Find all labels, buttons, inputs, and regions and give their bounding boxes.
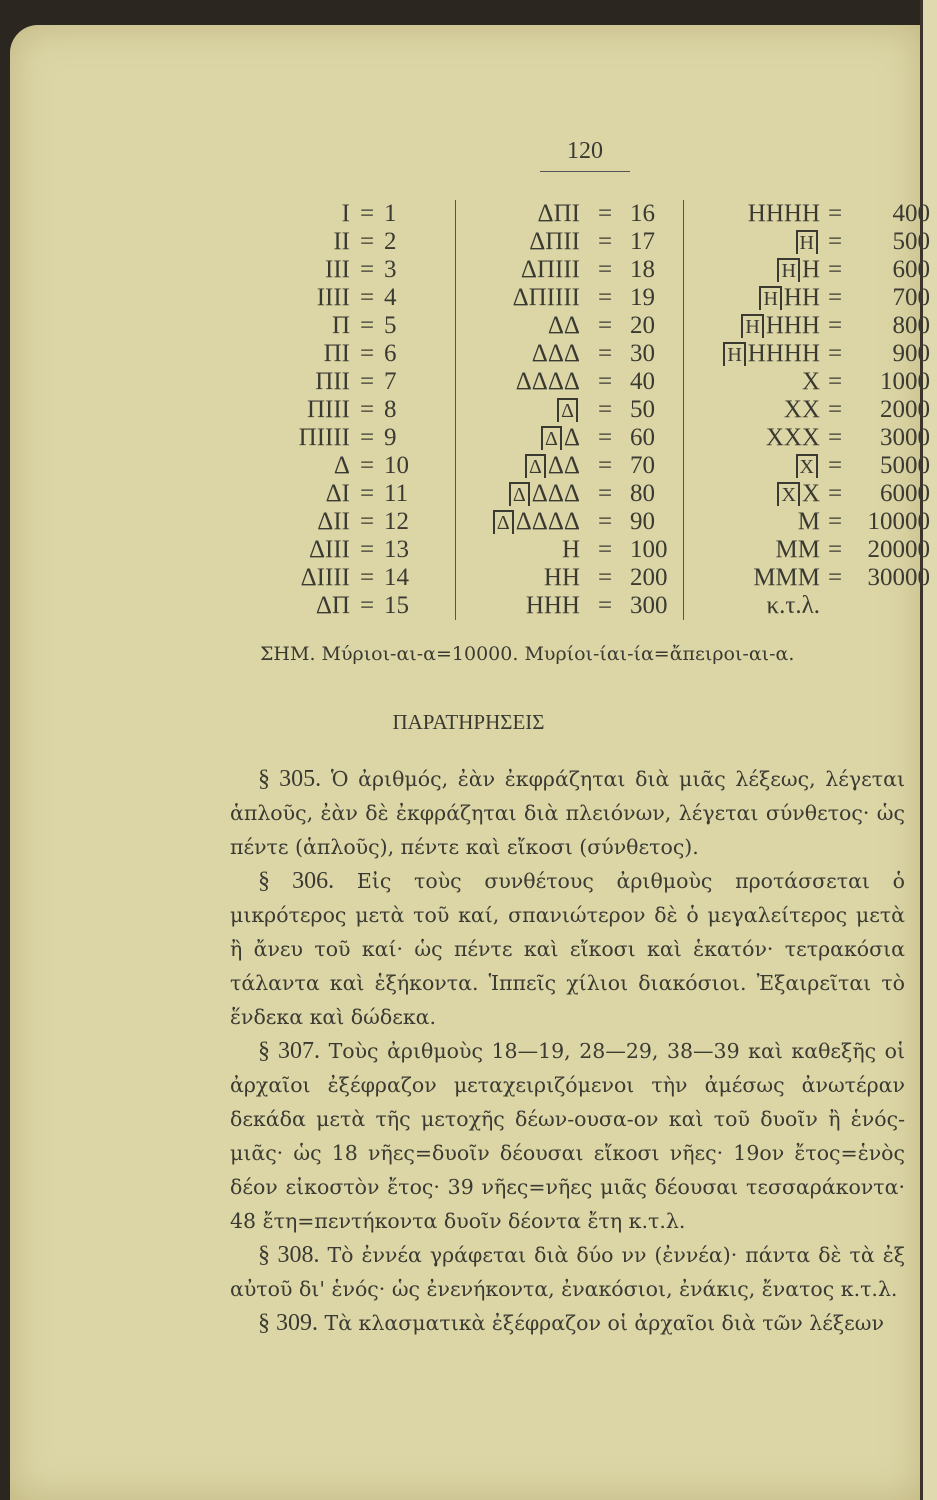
numeral-row [465, 508, 690, 536]
numeral-value: 800 [892, 312, 930, 339]
numeral-symbol [240, 340, 350, 368]
numeral-row [690, 284, 930, 312]
numeral-row [690, 312, 930, 340]
numeral-value: 900 [892, 340, 930, 367]
numeral-value: 30000 [867, 564, 930, 591]
numeral-symbol [240, 228, 350, 256]
numeral-row [465, 284, 690, 312]
numeral-column-2 [465, 200, 690, 620]
numeral-value: 3 [384, 256, 397, 283]
equals-sign: = [597, 536, 613, 563]
equals-sign: = [827, 480, 843, 507]
equals-sign: = [359, 256, 375, 283]
numeral-symbol [240, 480, 350, 508]
symbol-text: ΠΙΙΙ [306, 396, 350, 423]
symbol-text: Η [561, 536, 580, 563]
symbol-text: ΧΧΧ [765, 424, 820, 451]
equals-sign: = [827, 256, 843, 283]
pentad-symbol: Η [777, 258, 799, 282]
numeral-row [690, 200, 930, 228]
symbol-text: Χ [801, 368, 820, 395]
pentad-symbol: Δ [525, 454, 546, 478]
equals-sign: = [359, 536, 375, 563]
equals-sign: = [597, 396, 613, 423]
equals-sign: = [359, 480, 375, 507]
numeral-symbol [240, 424, 350, 452]
numeral-value: 2 [384, 228, 397, 255]
symbol-text: ΔΔΔ [531, 480, 580, 507]
numeral-symbol [690, 396, 820, 424]
equals-sign: = [359, 508, 375, 535]
symbol-text: ΜΜΜ [753, 564, 820, 591]
numeral-row [690, 564, 930, 592]
numeral-symbol [240, 396, 350, 424]
numeral-row [690, 452, 930, 480]
equals-sign: = [359, 592, 375, 619]
pentad-symbol: Η [796, 230, 818, 254]
numeral-value: 6000 [880, 480, 930, 507]
numeral-symbol [690, 284, 820, 312]
numeral-value: 2000 [880, 396, 930, 423]
numeral-value: 20 [630, 312, 655, 339]
numeral-row [240, 312, 434, 340]
equals-sign: = [597, 508, 613, 535]
symbol-text: Π [331, 312, 350, 339]
symbol-text: ΔΠΙ [537, 200, 580, 227]
numeral-row [465, 312, 690, 340]
pentad-symbol: Δ [557, 398, 578, 422]
numeral-row [690, 368, 930, 396]
numeral-symbol [240, 256, 350, 284]
numeral-value: 19 [630, 284, 655, 311]
numeral-symbol [240, 508, 350, 536]
numeral-symbol [465, 480, 580, 508]
numeral-row [465, 424, 690, 452]
numeral-value: 20000 [867, 536, 930, 563]
equals-sign: = [827, 284, 843, 311]
paragraph-308: § 308. Τὸ ἐννέα γράφεται διὰ δύο νν (ἐννέα)· πάντα δὲ τὰ ἐξ αὐτοῦ δι' ἑνός· ὡς ἐνενήκοντα, ἐνακόσιοι, ἐνάκις, ἔνατος κ.τ.λ. [230, 1242, 906, 1301]
page-number: 120 [540, 138, 630, 172]
numeral-symbol [690, 452, 820, 480]
numeral-value: 4 [384, 284, 397, 311]
equals-sign: = [359, 200, 375, 227]
numeral-row [690, 396, 930, 424]
numeral-value: 17 [630, 228, 655, 255]
numeral-symbol [465, 284, 580, 312]
symbol-text: ΔΔΔΔ [515, 508, 580, 535]
equals-sign: = [359, 424, 375, 451]
numeral-row [240, 592, 434, 620]
numeral-symbol [690, 256, 820, 284]
numeral-symbol [240, 284, 350, 312]
equals-sign: = [827, 368, 843, 395]
numeral-row [690, 424, 930, 452]
equals-sign: = [827, 452, 843, 479]
numeral-symbol [465, 340, 580, 368]
symbol-text: ΔΙΙΙ [308, 536, 350, 563]
pentad-symbol: Η [759, 286, 781, 310]
numeral-row [465, 396, 690, 424]
equals-sign: = [359, 284, 375, 311]
equals-sign: = [597, 256, 613, 283]
numeral-value: 9 [384, 424, 397, 451]
numeral-row [240, 200, 434, 228]
numeral-symbol [465, 256, 580, 284]
equals-sign: = [359, 340, 375, 367]
symbol-text: ΧΧ [783, 396, 820, 423]
numeral-symbol [465, 368, 580, 396]
numeral-row [465, 592, 690, 620]
numeral-value: 200 [630, 564, 668, 591]
numeral-value: 14 [384, 564, 409, 591]
symbol-text: ΔΔΔΔ [515, 368, 580, 395]
numeral-value: 7 [384, 368, 397, 395]
numeral-row [240, 424, 434, 452]
equals-sign: = [597, 228, 613, 255]
equals-sign: = [359, 368, 375, 395]
numeral-row [465, 452, 690, 480]
numeral-row [240, 368, 434, 396]
numeral-value: 6 [384, 340, 397, 367]
numeral-value: 12 [384, 508, 409, 535]
numeral-symbol [690, 424, 820, 452]
symbol-text: ΔΙΙΙΙ [300, 564, 350, 591]
numeral-symbol [240, 368, 350, 396]
equals-sign: = [597, 368, 613, 395]
symbol-text: Μ [797, 508, 820, 535]
numeral-row [465, 200, 690, 228]
equals-sign: = [827, 508, 843, 535]
numeral-value: 15 [384, 592, 409, 619]
equals-sign: = [827, 564, 843, 591]
symbol-text: ΔΔ [547, 452, 580, 479]
numeral-symbol [690, 200, 820, 228]
equals-sign: = [597, 452, 613, 479]
numeral-row [465, 564, 690, 592]
numeral-symbol [240, 452, 350, 480]
equals-sign: = [597, 480, 613, 507]
equals-sign: = [359, 228, 375, 255]
equals-sign: = [359, 452, 375, 479]
numeral-value: 600 [892, 256, 930, 283]
numeral-symbol [690, 228, 820, 256]
numeral-row [465, 340, 690, 368]
equals-sign: = [827, 396, 843, 423]
equals-sign: = [827, 536, 843, 563]
equals-sign: = [597, 424, 613, 451]
numeral-row [690, 340, 930, 368]
pentad-symbol: Χ [796, 454, 818, 478]
equals-sign: = [827, 200, 843, 227]
numeral-column-3 [690, 200, 930, 620]
numeral-symbol [240, 536, 350, 564]
paragraph-306: § 306. Εἰς τοὺς συνθέτους ἀριθμοὺς προτάσσεται ὁ μικρότερος μετὰ τοῦ καί, σπανιώτερον δὲ ὁ μεγαλείτερος μετὰ ἢ ἄνευ τοῦ καί· ὡς πέντε καὶ εἴκοσι καὶ ἑκατόν· τετρακόσια τάλαντα καὶ ἑξήκοντα. Ἱππεῖς χίλιοι διακόσιοι. Ἐξαιρεῖται τὸ ἕνδεκα καὶ δώδεκα. [230, 868, 905, 1029]
numeral-value: 400 [892, 200, 930, 227]
symbol-text: ΙΙΙΙ [316, 284, 350, 311]
symbol-text: ΗΗΗΗ [747, 200, 820, 227]
numeral-value: 3000 [880, 424, 930, 451]
numeral-symbol [465, 424, 580, 452]
numeral-row [690, 536, 930, 564]
numeral-row [465, 536, 690, 564]
symbol-text: ΔΔΔ [531, 340, 580, 367]
numeral-value: 300 [630, 592, 668, 619]
numeral-value: 100 [630, 536, 668, 563]
numeral-symbol [465, 452, 580, 480]
equals-sign: = [597, 312, 613, 339]
numeral-row [240, 480, 434, 508]
equals-sign: = [827, 228, 843, 255]
symbol-text: ΔΙΙ [317, 508, 350, 535]
numeral-value: 10 [384, 452, 409, 479]
numeral-row [690, 228, 930, 256]
pentad-symbol: Η [741, 314, 763, 338]
numeral-row [240, 508, 434, 536]
paragraph-307: § 307. Τοὺς ἀριθμοὺς 18—19, 28—29, 38—39 καὶ καθεξῆς οἱ ἀρχαῖοι ἐξέφραζον μεταχειριζόμενοι τὴν ἀμέσως ἀνωτέραν δεκάδα μετὰ τῆς μετοχῆς δέων-ουσα-ον καὶ τοῦ δυοῖν ἢ ἑνός-μιᾶς· ὡς 18 νῆες=δυοῖν δέουσαι εἴκοσι νῆες· 19ον ἔτος=ἑνὸς δέον εἰκοστὸν ἔτος· 39 νῆες=νῆες μιᾶς δέουσαι τεσσαράκοντα· 48 ἔτη=πεντήκοντα δυοῖν δέοντα ἔτη κ.τ.λ. [230, 1038, 906, 1233]
symbol-text: ΔΠΙΙΙΙ [512, 284, 580, 311]
symbol-text: Η [801, 256, 820, 283]
symbol-text: ΔΠΙΙ [529, 228, 580, 255]
numeral-symbol [465, 592, 580, 620]
numeral-row [690, 508, 930, 536]
numeral-symbol [465, 396, 580, 424]
equals-sign: = [597, 340, 613, 367]
equals-sign: = [597, 284, 613, 311]
symbol-text: ΗΗΗ [765, 312, 820, 339]
numeral-symbol [240, 200, 350, 228]
numeral-symbol [465, 200, 580, 228]
column-divider [455, 200, 456, 620]
numeral-row [240, 284, 434, 312]
symbol-text: Χ [801, 480, 820, 507]
numeral-value: 16 [630, 200, 655, 227]
equals-sign: = [827, 424, 843, 451]
equals-sign: = [827, 312, 843, 339]
numeral-row [240, 396, 434, 424]
symbol-text: ΗΗ [783, 284, 820, 311]
numeral-symbol [465, 564, 580, 592]
numeral-symbol [690, 592, 820, 620]
numeral-symbol [465, 312, 580, 340]
numeral-row [240, 340, 434, 368]
symbol-text: ΔΠΙΙΙ [520, 256, 580, 283]
numeral-value: 8 [384, 396, 397, 423]
numeral-row [465, 228, 690, 256]
paragraph-309: § 309. Τὰ κλασματικὰ ἐξέφραζον οἱ ἀρχαῖοι διὰ τῶν λέξεων [258, 1310, 884, 1336]
column-divider [683, 200, 684, 620]
equals-sign: = [359, 396, 375, 423]
numeral-column-1 [240, 200, 434, 620]
numeral-value: 1 [384, 200, 397, 227]
paragraph-305: § 305. Ὁ ἀριθμός, ἐὰν ἐκφράζηται διὰ μιᾶς λέξεως, λέγεται ἁπλοῦς, ἐὰν δὲ ἐκφράζηται διὰ πλειόνων, λέγεται σύνθετος· ὡς πέντε (ἁπλοῦς), πέντε καὶ εἴκοσι (σύνθετος). [230, 766, 906, 859]
symbol-text: ΔΔ [547, 312, 580, 339]
numeral-value: 70 [630, 452, 655, 479]
symbol-text: ΔΙ [325, 480, 350, 507]
numeral-value: 500 [892, 228, 930, 255]
numeral-value: 30 [630, 340, 655, 367]
symbol-text: Ι [341, 200, 350, 227]
numeral-symbol [465, 536, 580, 564]
numeral-row [240, 256, 434, 284]
numeral-symbol [690, 536, 820, 564]
numeral-value: 1000 [880, 368, 930, 395]
numeral-value: 80 [630, 480, 655, 507]
numeral-symbol [240, 592, 350, 620]
numeral-row [240, 564, 434, 592]
numeral-row [465, 480, 690, 508]
numeral-value: 5000 [880, 452, 930, 479]
numeral-value: 90 [630, 508, 655, 535]
symbol-text: ΗΗ [543, 564, 580, 591]
numeral-value: 40 [630, 368, 655, 395]
symbol-text: ΙΙΙ [325, 256, 350, 283]
numeral-value: 5 [384, 312, 397, 339]
symbol-text: ΠΙ [323, 340, 350, 367]
equals-sign: = [597, 200, 613, 227]
equals-sign: = [827, 340, 843, 367]
symbol-text: ΠΙΙ [315, 368, 350, 395]
numeral-row [240, 452, 434, 480]
numeral-row [690, 592, 930, 620]
numeral-value: 700 [892, 284, 930, 311]
numeral-row [690, 480, 930, 508]
numeral-symbol [465, 508, 580, 536]
symbol-text: ΗΗΗ [525, 592, 580, 619]
numeral-value: 10000 [867, 508, 930, 535]
numeral-value: 13 [384, 536, 409, 563]
numeral-symbol [690, 564, 820, 592]
note: ΣΗΜ. Μύριοι-αι-α=10000. Μυρίοι-ίαι-ία=ἄπειροι-αι-α. [260, 643, 795, 665]
symbol-text: ΔΠ [315, 592, 350, 619]
numeral-symbol [465, 228, 580, 256]
numeral-value: 11 [384, 480, 409, 507]
numeral-row [690, 256, 930, 284]
body-text [230, 762, 905, 1340]
pentad-symbol: Χ [777, 482, 799, 506]
equals-sign: = [597, 564, 613, 591]
equals-sign: = [597, 592, 613, 619]
numeral-row [240, 536, 434, 564]
pentad-symbol: Δ [493, 510, 514, 534]
symbol-text: ΗΗΗΗ [747, 340, 820, 367]
symbol-text: ΠΙΙΙΙ [298, 424, 350, 451]
symbol-text: ΜΜ [775, 536, 820, 563]
pentad-symbol: Δ [541, 426, 562, 450]
numeral-symbol [690, 480, 820, 508]
section-heading: ΠΑΡΑΤΗΡΗΣΕΙΣ [392, 710, 545, 734]
numeral-value: 50 [630, 396, 655, 423]
numeral-symbol [240, 564, 350, 592]
numeral-symbol [690, 508, 820, 536]
symbol-text: ΙΙ [333, 228, 350, 255]
numeral-value: 18 [630, 256, 655, 283]
symbol-text: κ.τ.λ. [766, 592, 820, 619]
numeral-value: 60 [630, 424, 655, 451]
numeral-row [465, 256, 690, 284]
symbol-text: Δ [563, 424, 580, 451]
numeral-row [240, 228, 434, 256]
pentad-symbol: Δ [509, 482, 530, 506]
symbol-text: Δ [333, 452, 350, 479]
equals-sign: = [359, 564, 375, 591]
pentad-symbol: Η [723, 342, 745, 366]
equals-sign: = [359, 312, 375, 339]
numeral-symbol [690, 368, 820, 396]
numeral-symbol [690, 312, 820, 340]
numeral-symbol [240, 312, 350, 340]
numeral-symbol [690, 340, 820, 368]
numeral-row [465, 368, 690, 396]
